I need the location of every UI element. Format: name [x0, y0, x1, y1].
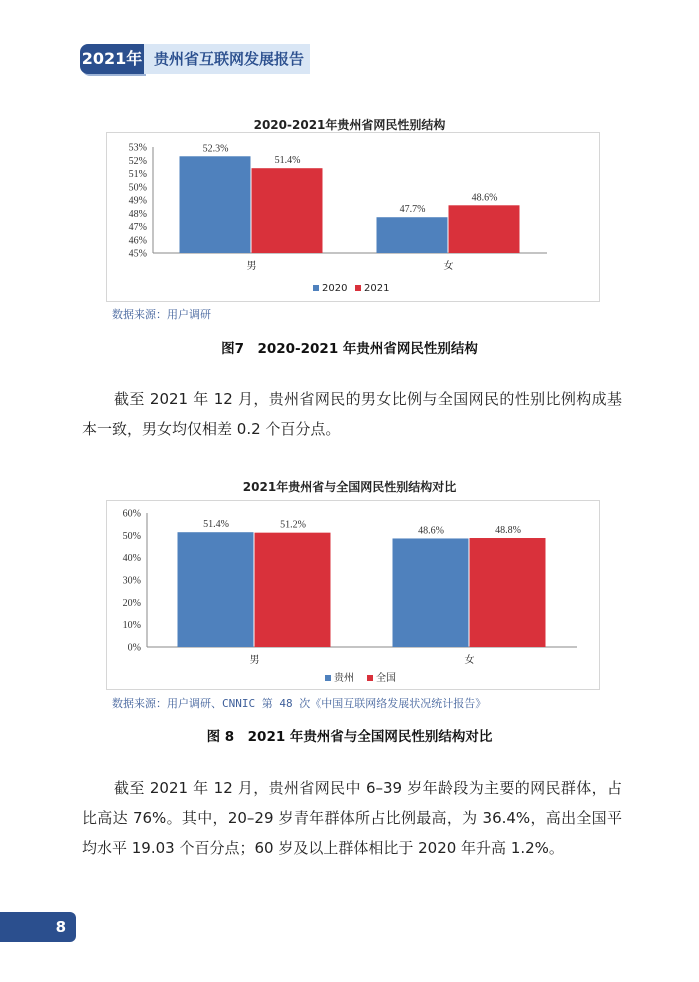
paragraph-2-text: 截至 2021 年 12 月，贵州省网民中 6–39 岁年龄段为主要的网民群体，占比高达 76%。其中，20–29 岁青年群体所占比例最高，为 36.4%，高出全国平均水平 19.03 个百分点；60 岁及以上群体相比于 2020 年升高 1.2%。	[82, 779, 622, 857]
chart2-ytick-label: 10%	[122, 620, 141, 632]
chart2-bar-贵州-女	[393, 538, 469, 647]
page-number: 8	[0, 912, 76, 942]
chart2-data-label: 48.8%	[495, 525, 521, 537]
chart1-bar-2021-女	[449, 205, 520, 253]
chart1-category-label: 女	[443, 261, 454, 272]
chart2-bar-贵州-男	[178, 532, 254, 647]
chart1-ytick-label: 45%	[128, 248, 147, 260]
chart1-legend-label: 2021	[364, 283, 390, 294]
chart1-legend-swatch	[355, 285, 361, 291]
chart1-ytick-label: 53%	[128, 142, 147, 154]
chart1-ytick-label: 47%	[128, 222, 147, 233]
figure7-source: 数据来源：用户调研	[112, 308, 211, 321]
chart1-frame	[106, 132, 600, 302]
chart1-ytick-label: 46%	[128, 235, 147, 247]
chart2-legend-swatch	[367, 675, 373, 681]
header-title: 贵州省互联网发展报告	[144, 44, 310, 74]
chart1-ytick-label: 50%	[128, 182, 147, 194]
chart1-category-label: 男	[246, 261, 257, 272]
report-header	[80, 44, 310, 74]
figure8-source: 数据来源：用户调研、CNNIC 第 48 次《中国互联网络发展状况统计报告》	[112, 697, 487, 710]
chart2-ytick-label: 30%	[122, 575, 141, 587]
chart1-bar-2021-男	[252, 168, 323, 253]
paragraph-1	[82, 384, 622, 444]
chart2-ytick-label: 40%	[122, 553, 141, 565]
chart2-frame	[106, 500, 600, 690]
chart2-data-label: 48.6%	[418, 525, 444, 537]
chart2-legend-label: 贵州	[334, 673, 354, 684]
chart2-bar-全国-男	[255, 533, 331, 647]
paragraph-2	[82, 773, 622, 863]
chart1-ytick-label: 51%	[128, 169, 147, 180]
chart2-title: 2021年贵州省与全国网民性别结构对比	[242, 480, 457, 494]
chart2-legend-swatch	[325, 675, 331, 681]
chart1-ytick-label: 52%	[128, 155, 147, 167]
chart1-legend-label: 2020	[322, 283, 348, 294]
chart2-data-label: 51.2%	[280, 519, 306, 531]
chart2-bar-全国-女	[470, 538, 546, 647]
chart1-data-label: 51.4%	[274, 155, 301, 167]
chart1-title: 2020-2021年贵州省网民性别结构	[253, 118, 446, 132]
chart1-ytick-label: 49%	[128, 195, 147, 207]
chart1-svg	[107, 133, 599, 301]
chart2-legend-label: 全国	[376, 673, 396, 684]
chart1-data-label: 52.3%	[202, 143, 229, 155]
chart2-ytick-label: 50%	[122, 530, 141, 542]
chart2-ytick-label: 60%	[122, 508, 141, 520]
paragraph-1-text: 截至 2021 年 12 月，贵州省网民的男女比例与全国网民的性别比例构成基本一致，男女均仅相差 0.2 个百分点。	[82, 390, 622, 438]
chart1-legend-swatch	[313, 285, 319, 291]
chart2-category-label: 女	[464, 655, 475, 666]
chart1-data-label: 48.6%	[471, 192, 498, 204]
figure7-caption: 图7 2020-2021 年贵州省网民性别结构	[221, 341, 478, 357]
chart1-bar-2020-男	[180, 156, 251, 253]
header-year: 2021年	[80, 44, 144, 74]
chart1-bar-2020-女	[377, 217, 448, 253]
chart2-category-label: 男	[249, 655, 260, 666]
chart2-ytick-label: 20%	[122, 597, 141, 609]
chart1-data-label: 47.7%	[399, 204, 426, 216]
chart1-ytick-label: 48%	[128, 208, 147, 220]
figure8-caption: 图 8 2021 年贵州省与全国网民性别结构对比	[206, 729, 493, 745]
chart2-svg	[107, 501, 599, 689]
chart2-ytick-label: 0%	[127, 642, 141, 654]
chart2-data-label: 51.4%	[203, 519, 229, 531]
